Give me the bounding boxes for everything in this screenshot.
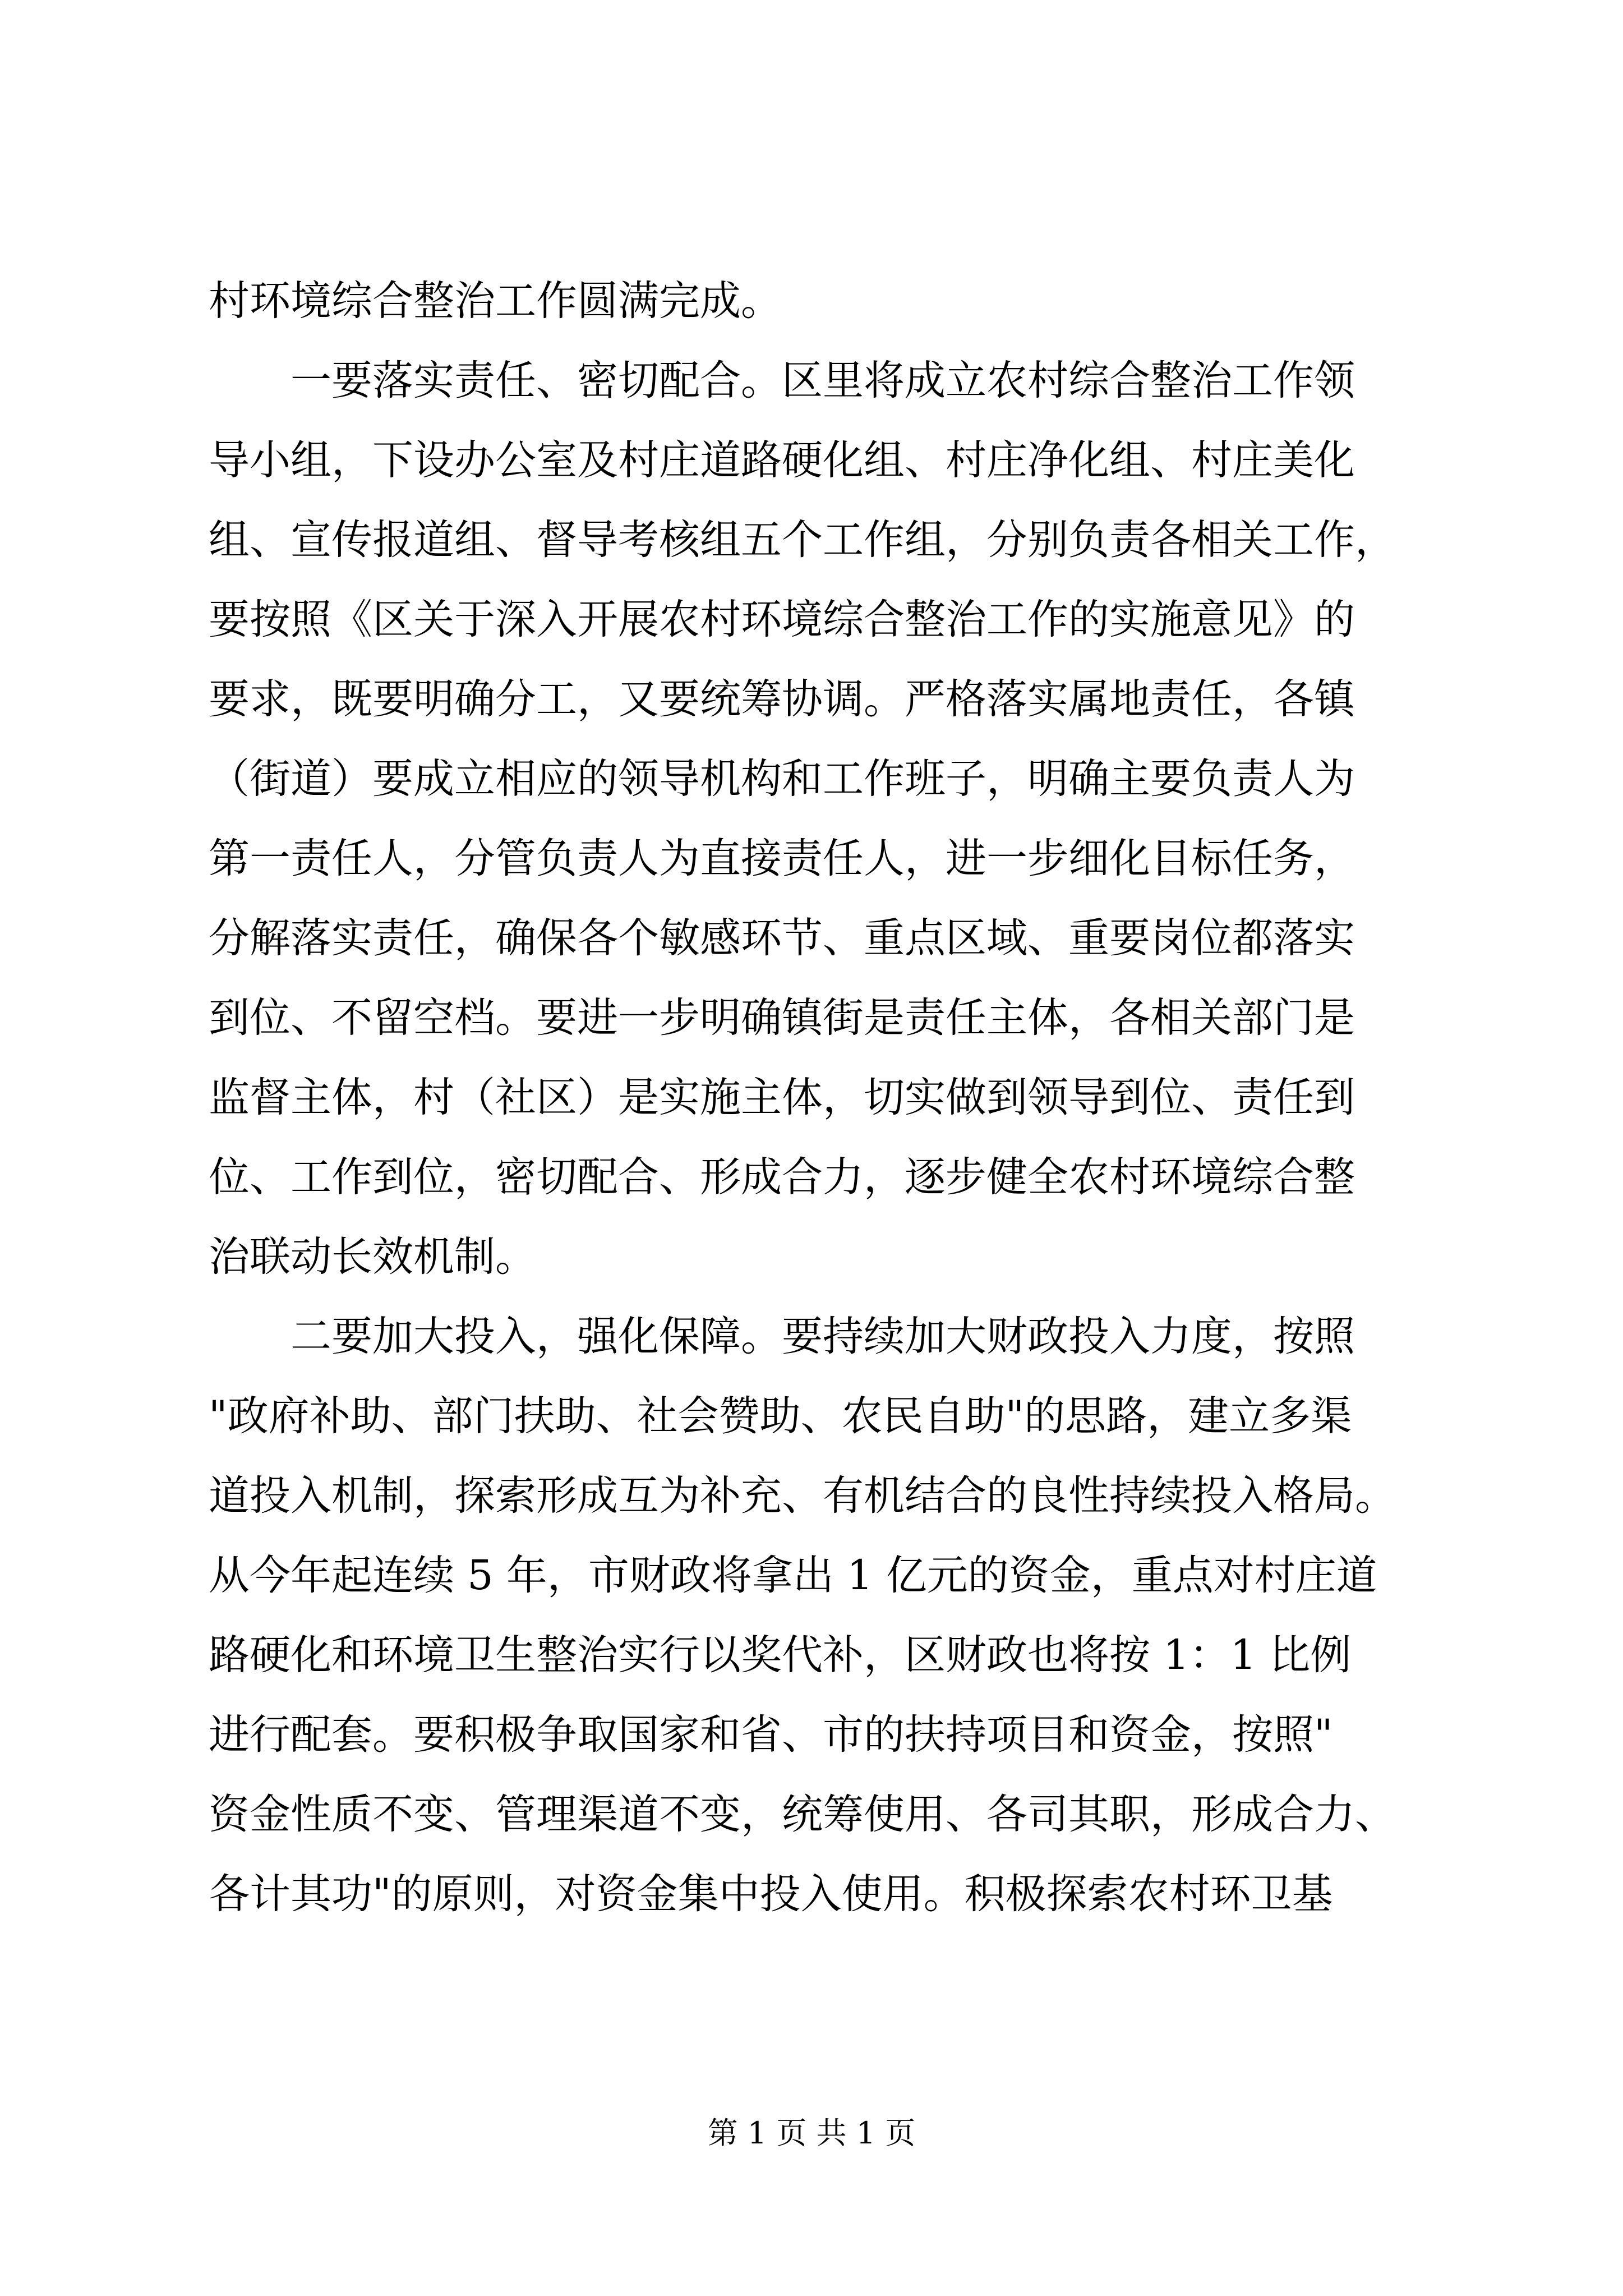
text-line: 要按照《区关于深入开展农村环境综合整治工作的实施意见》的 xyxy=(209,596,1355,643)
text-line: 监督主体，村（社区）是实施主体，切实做到领导到位、责任到 xyxy=(209,1074,1355,1121)
text-line: 从今年起连续 5 年，市财政将拿出 1 亿元的资金，重点对村庄道 xyxy=(209,1552,1377,1599)
text-line: 资金性质不变、管理渠道不变，统筹使用、各司其职，形成合力、 xyxy=(209,1791,1396,1838)
text-line: 村环境综合整治工作圆满完成。 xyxy=(209,277,782,325)
text-line: 组、宣传报道组、督导考核组五个工作组，分别负责各相关工作， xyxy=(209,516,1396,564)
page-footer xyxy=(0,2114,1623,2153)
page-number: 第 1 页 共 1 页 xyxy=(707,2115,916,2151)
text-line: "政府补助、部门扶助、社会赞助、农民自助"的思路，建立多渠 xyxy=(209,1392,1352,1440)
text-line: 进行配套。要积极争取国家和省、市的扶持项目和资金，按照" xyxy=(209,1711,1333,1759)
text-line: 第一责任人，分管负责人为直接责任人，进一步细化目标任务， xyxy=(209,835,1355,882)
text-line: 二要加大投入，强化保障。要持续加大财政投入力度，按照 xyxy=(209,1313,1355,1360)
text-line: 路硬化和环境卫生整治实行以奖代补，区财政也将按 1：1 比例 xyxy=(209,1631,1352,1679)
body-text xyxy=(209,261,1420,1934)
text-line: 各计其功"的原则，对资金集中投入使用。积极探索农村环卫基 xyxy=(209,1870,1333,1918)
text-line: 位、工作到位，密切配合、形成合力，逐步健全农村环境综合整 xyxy=(209,1153,1355,1201)
text-line: 要求，既要明确分工，又要统筹协调。严格落实属地责任，各镇 xyxy=(209,675,1355,723)
text-line: 治联动长效机制。 xyxy=(209,1233,536,1281)
text-line: 到位、不留空档。要进一步明确镇街是责任主体，各相关部门是 xyxy=(209,994,1355,1042)
text-line: （街道）要成立相应的领导机构和工作班子，明确主要负责人为 xyxy=(209,755,1355,803)
text-line: 分解落实责任，确保各个敏感环节、重点区域、重要岗位都落实 xyxy=(209,914,1355,962)
text-line: 一要落实责任、密切配合。区里将成立农村综合整治工作领 xyxy=(209,357,1355,404)
text-line: 导小组，下设办公室及村庄道路硬化组、村庄净化组、村庄美化 xyxy=(209,436,1355,484)
text-line: 道投入机制，探索形成互为补充、有机结合的良性持续投入格局。 xyxy=(209,1472,1396,1520)
